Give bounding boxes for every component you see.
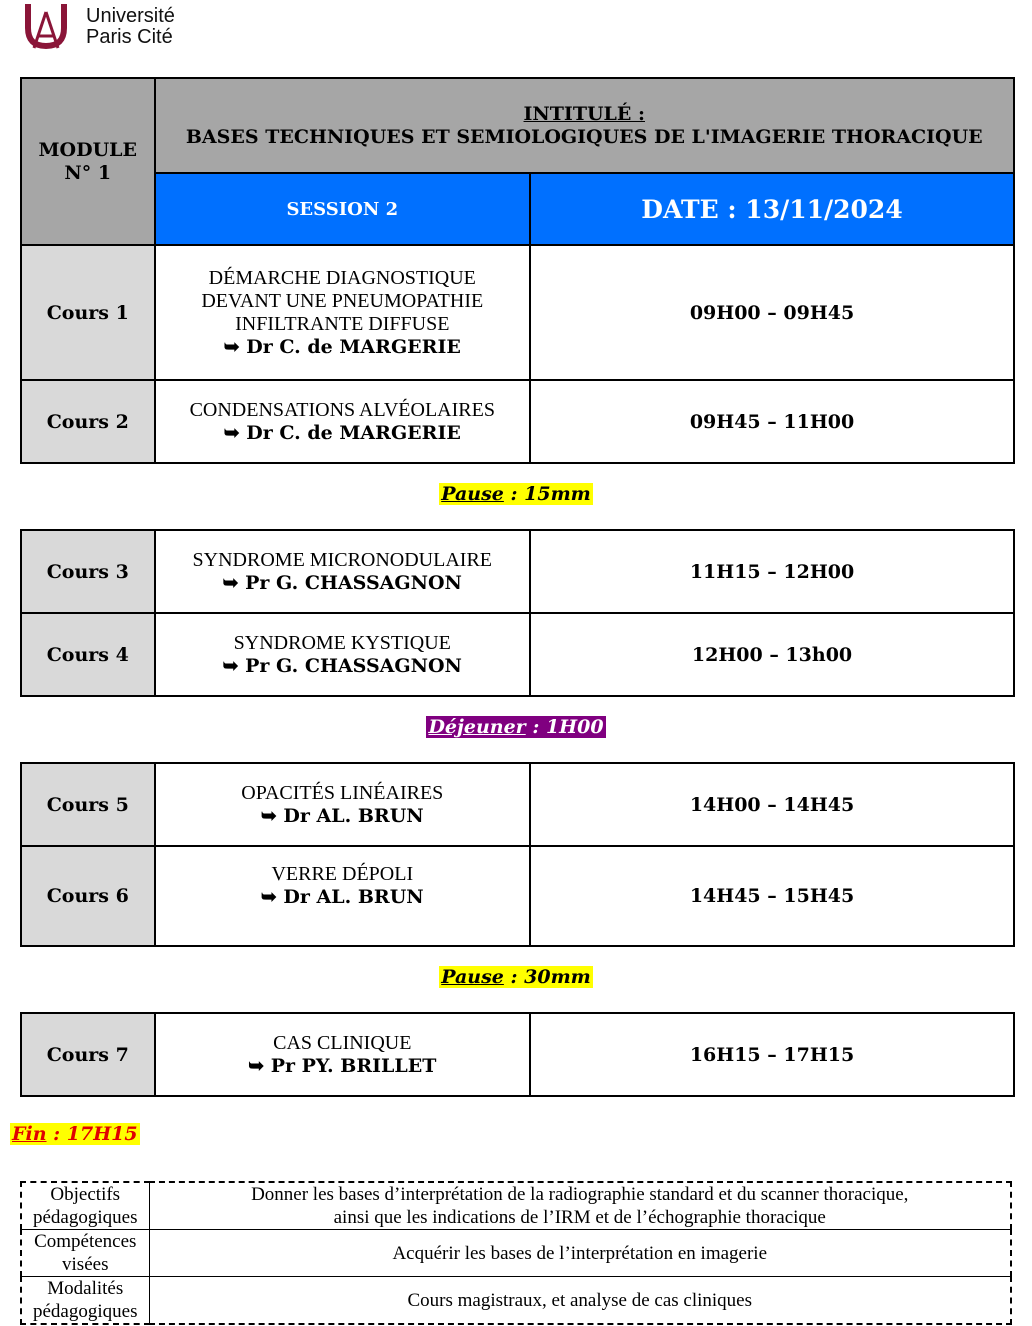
module-label: MODULE (38, 138, 137, 161)
info-value (149, 1230, 1011, 1277)
course-title-cell (155, 245, 531, 380)
info-value-line: Donner les bases d’interprétation de la radiographie standard et du scanner thoracique, (251, 1184, 909, 1205)
info-label-line: pédagogiques (33, 1207, 138, 1228)
date-cell: DATE : 13/11/2024 (530, 173, 1014, 245)
university-logo (22, 2, 222, 52)
course-title-cell (155, 530, 531, 613)
course-row (21, 613, 1014, 696)
info-row (21, 1277, 1011, 1325)
info-value-line: Cours magistraux, et analyse de cas cliniques (407, 1289, 753, 1311)
info-label (21, 1182, 149, 1230)
course-label: Cours 1 (21, 245, 155, 380)
course-speaker: ➥ Dr AL. BRUN (260, 886, 424, 908)
logo-text (86, 6, 175, 48)
course-speaker: ➥ Pr G. CHASSAGNON (222, 571, 462, 594)
course-label: Cours 5 (21, 763, 155, 846)
course-row (21, 380, 1014, 463)
course-table (20, 1012, 1015, 1097)
course-time: 16H15 – 17H15 (530, 1013, 1014, 1096)
module-number: N° 1 (64, 161, 112, 184)
course-label: Cours 3 (21, 530, 155, 613)
info-row (21, 1182, 1011, 1230)
course-time: 12H00 – 13h00 (530, 613, 1014, 696)
session-cell: SESSION 2 (155, 173, 531, 245)
break-word: Pause (441, 483, 504, 505)
course-row (21, 245, 1014, 380)
course-title-line: INFILTRANTE DIFFUSE (235, 312, 450, 335)
break-duration: : 15mm (503, 483, 591, 505)
course-label: Cours 7 (21, 1013, 155, 1096)
course-speaker: ➥ Dr AL. BRUN (260, 804, 424, 827)
university-emblem-icon (22, 2, 74, 50)
info-label-line: Modalités (47, 1278, 124, 1299)
course-title-cell (155, 846, 531, 946)
course-title-line: DEVANT UNE PNEUMOPATHIE (201, 289, 484, 312)
course-speaker: ➥ Dr C. de MARGERIE (223, 421, 461, 444)
intitule-label: INTITULÉ : (523, 102, 645, 125)
course-title-line: DÉMARCHE DIAGNOSTIQUE (208, 266, 476, 289)
info-value-line: ainsi que les indications de l’IRM et de l’échographie thoracique (333, 1207, 826, 1228)
course-title-line: CONDENSATIONS ALVÉOLAIRES (189, 398, 495, 421)
course-table (20, 762, 1015, 947)
info-label-line: visées (62, 1254, 109, 1275)
course-label: Cours 2 (21, 380, 155, 463)
end-notice (10, 1122, 140, 1146)
break-notice (0, 965, 1032, 989)
info-value (149, 1277, 1011, 1325)
info-label-line: Compétences (34, 1231, 137, 1252)
course-row (21, 846, 1014, 946)
break-word: Déjeuner (428, 716, 526, 738)
module-header-table (20, 77, 1015, 464)
info-label (21, 1230, 149, 1277)
module-number-cell (21, 78, 155, 245)
course-title-cell (155, 1013, 531, 1096)
course-speaker: ➥ Pr PY. BRILLET (248, 1054, 437, 1077)
course-title-line: CAS CLINIQUE (273, 1031, 412, 1054)
course-time: 09H00 – 09H45 (530, 245, 1014, 380)
course-label: Cours 4 (21, 613, 155, 696)
course-time: 11H15 – 12H00 (530, 530, 1014, 613)
course-time: 14H00 – 14H45 (530, 763, 1014, 846)
course-title-line: OPACITÉS LINÉAIRES (241, 781, 444, 804)
course-row (21, 763, 1014, 846)
course-speaker: ➥ Dr C. de MARGERIE (223, 335, 461, 358)
course-time: 09H45 – 11H00 (530, 380, 1014, 463)
info-label (21, 1277, 149, 1325)
info-row (21, 1230, 1011, 1277)
break-duration: : 30mm (503, 966, 591, 988)
break-notice (0, 482, 1032, 506)
course-row (21, 530, 1014, 613)
course-table (20, 529, 1015, 697)
info-label-line: pédagogiques (33, 1301, 138, 1322)
info-label-line: Objectifs (50, 1184, 121, 1205)
intitule-text: BASES TECHNIQUES ET SEMIOLOGIQUES DE L'IMAGERIE THORACIQUE (185, 125, 983, 148)
course-title-line: SYNDROME KYSTIQUE (233, 631, 451, 654)
info-value-line: Acquérir les bases de l’interprétation en imagerie (392, 1242, 768, 1264)
pedagogy-info-table (20, 1181, 1012, 1325)
break-duration: : 1H00 (525, 716, 604, 738)
break-word: Pause (441, 966, 504, 988)
intitule-cell (155, 78, 1014, 173)
course-title-cell (155, 380, 531, 463)
course-title-line: SYNDROME MICRONODULAIRE (192, 548, 492, 571)
logo-line-2: Paris Cité (86, 26, 173, 48)
logo-line-1: Université (86, 5, 175, 27)
course-label: Cours 6 (21, 846, 155, 946)
course-time: 14H45 – 15H45 (530, 846, 1014, 946)
end-word: Fin (12, 1123, 47, 1145)
course-title-cell (155, 613, 531, 696)
course-speaker: ➥ Pr G. CHASSAGNON (222, 654, 462, 677)
info-value (149, 1182, 1011, 1230)
course-row (21, 1013, 1014, 1096)
lunch-notice (0, 715, 1032, 739)
course-title-cell (155, 763, 531, 846)
end-time: : 17H15 (46, 1123, 138, 1145)
course-title-line: VERRE DÉPOLI (271, 863, 414, 885)
